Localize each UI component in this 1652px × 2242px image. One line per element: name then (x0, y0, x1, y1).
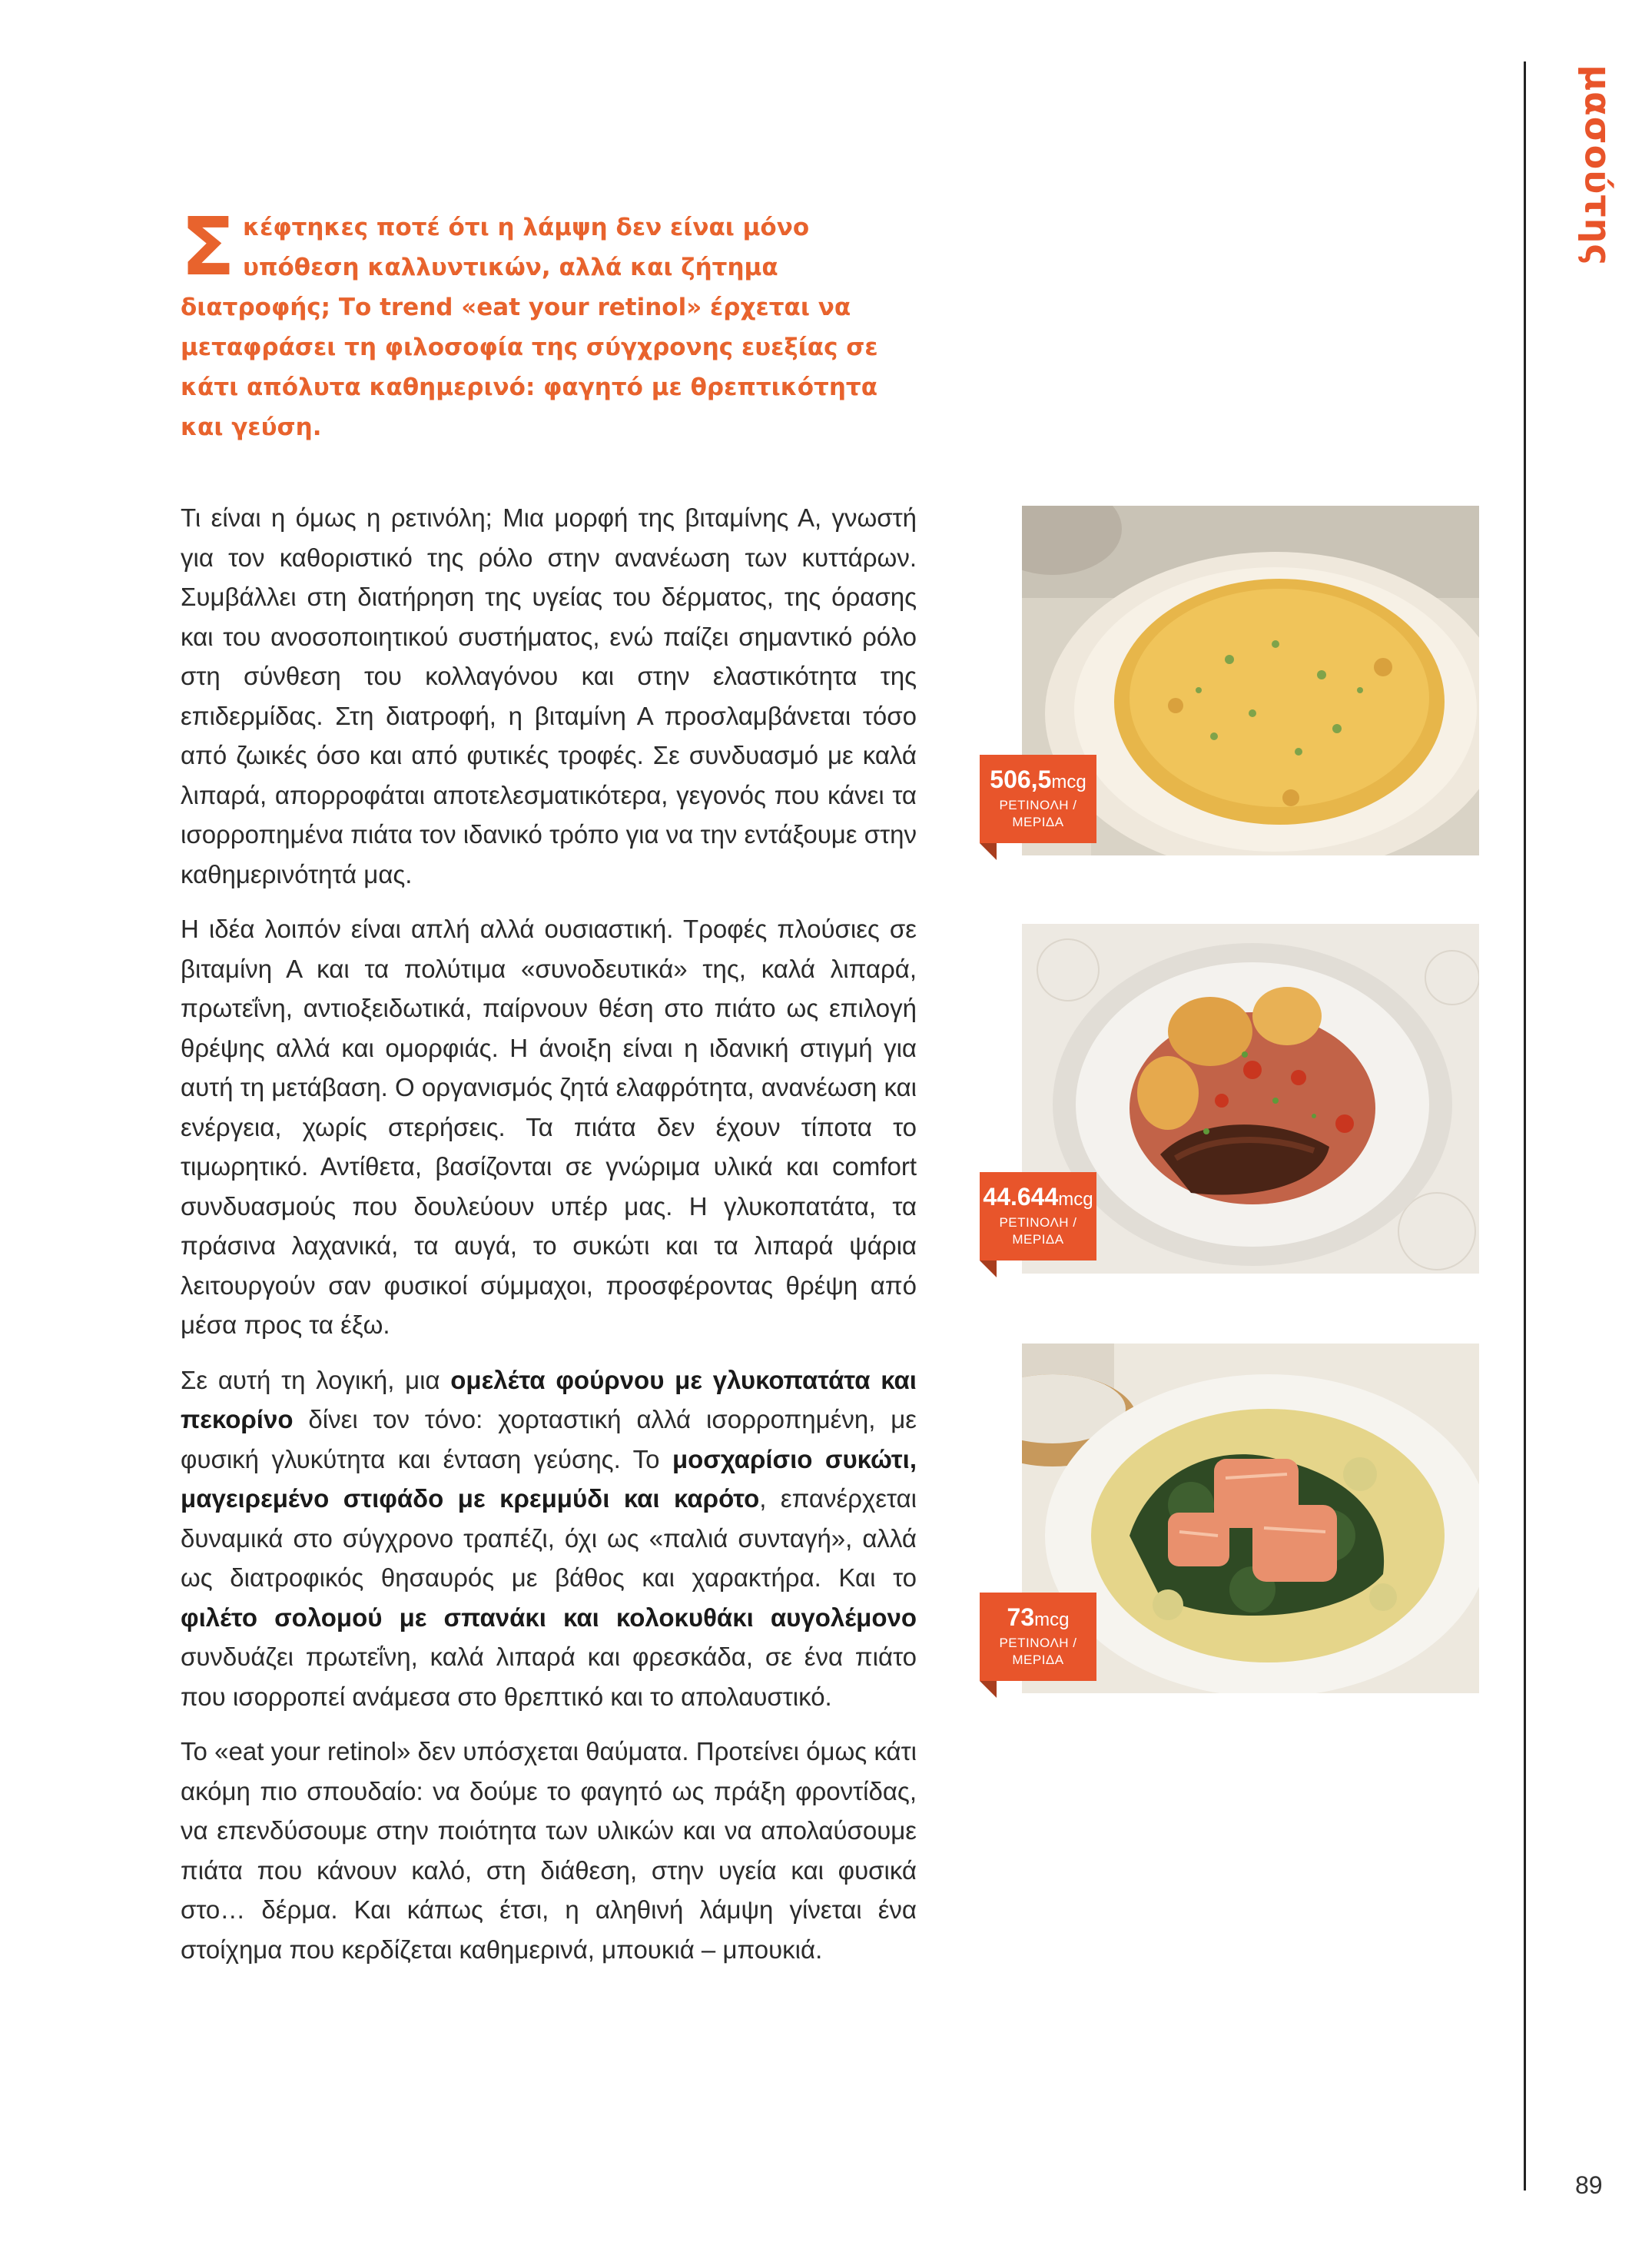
badge-fold-2 (980, 1261, 997, 1277)
vertical-divider (1524, 61, 1526, 2191)
retinol-badge-3: 73mcg ΡΕΤΙΝΟΛΗ / ΜΕΡΙΔΑ (980, 1593, 1096, 1681)
body-paragraph-4: Το «eat your retinol» δεν υπόσχεται θαύματα. Προτείνει όμως κάτι ακόμη πιο σπουδαίο: να δούμε το φαγητό ως πράξη φροντίδας, να επενδύσουμε στην ποιότητα των υλικών και να απολαύσουμε πιάτα που κάνουν καλό, στη διάθεση, στην υγεία και φυσικά στο… δέρμα. Και κάπως έτσι, η αληθινή λάμψη γίνεται ένα στοίχημα που κερδίζεται καθημερινά, μπουκιά – μπουκιά. (181, 1737, 917, 1964)
retinol-badge-2: 44.644mcg ΡΕΤΙΝΟΛΗ / ΜΕΡΙΔΑ (980, 1172, 1096, 1261)
dish-liver: μοσχαρίσιο συκώτι, μαγειρεμένο στιφάδο με κρεμμύδι και καρότο (181, 1444, 917, 1513)
retinol-badge-1: 506,5mcg ΡΕΤΙΝΟΛΗ / ΜΕΡΙΔΑ (980, 755, 1096, 843)
badge-fold-3 (980, 1681, 997, 1698)
body-paragraph-2: Η ιδέα λοιπόν είναι απλή αλλά ουσιαστική. Τροφές πλούσιες σε βιταμίνη Α και τα πολύτιμα «συνοδευτικά» της, καλά λιπαρά, πρωτεΐνη, αντιοξειδωτικά, παίρνουν θέση στο πιάτο ως επιλογή θρέψης αλλά και ομορφιάς. Η άνοιξη είναι η ιδανική στιγμή για αυτή τη μετάβαση. Ο οργανισμός ζητά ελαφρότητα, ανανέωση και ενέργεια, χωρίς στερήσεις. Τα πιάτα δεν έχουν τίποτα το τιμωρητικό. Αντίθετα, βασίζονται σε γνώριμα υλικά και comfort συνδυασμούς που δουλεύουν υπέρ μας. Η γλυκοπατάτα, τα πράσινα λαχανικά, τα αυγά, το συκώτι και τα λιπαρά ψάρια λειτουργούν σαν φυσικοί σύμμαχοι, προσφέροντας θρέψη από μέσα προς τα έξω. (181, 915, 917, 1339)
article-body (181, 498, 917, 1985)
lead-text: κέφτηκες ποτέ ότι η λάμψη δεν είναι μόνο υπόθεση καλλυντικών, αλλά και ζήτημα διατροφής; Το trend «eat your retinol» έρχεται να μεταφράσει τη φιλοσοφία της σύγχρονης ευεξίας σε κάτι απόλυτα καθημερινό: φαγητό με θρεπτικότητα και γεύση. (181, 214, 878, 441)
body-paragraph-3: Σε αυτή τη λογική, μια ομελέτα φούρνου με γλυκοπατάτα και πεκορίνο δίνει τον τόνο: χορταστική αλλά ισορροπημένη, με φυσική γλυκύτητα και ένταση γεύσης. Το μοσχαρίσιο συκώτι, μαγειρεμένο στιφάδο με κρεμμύδι και καρότο, επανέρχεται δυναμικά στο σύγχρονο τραπέζι, όχι ως «παλιά συνταγή», αλλά ως διατροφικός θησαυρός με βάθος και χαρακτήρα. Και το φιλέτο σολομού με σπανάκι και κολοκυθάκι αυγολέμονο συνδυάζει πρωτεΐνη, καλά λιπαρά και φρεσκάδα, σε ένα πιάτο που ισορροπεί ανάμεσα στο θρεπτικό και το απολαυστικό. (181, 1365, 917, 1711)
body-paragraph-1: Τι είναι η όμως η ρετινόλη; Μια μορφή της βιταμίνης Α, γνωστή για τον καθοριστικό της ρόλο στην ανανέωση των κυττάρων. Συμβάλλει στη διατήρηση της υγείας του δέρματος, της όρασης και του ανοσοποιητικού συστήματος, ενώ παίζει σημαντικό ρόλο στη σύνθεση του κολλαγόνου και στην ελαστικότητα της επιδερμίδας. Στη διατροφή, η βιταμίνη Α προσλαμβάνεται τόσο από ζωικές όσο και από φυτικές τροφές. Σε συνδυασμό με καλά λιπαρά, απορροφάται αποτελεσματικότερα, γεγονός που κάνει τα ισορροπημένα πιάτα τον ιδανικό τρόπο για να την εντάξουμε στην καθημερινότητά μας. (181, 503, 917, 888)
page-number: 89 (1575, 2171, 1603, 2199)
brand-logo: μασούτης (1577, 65, 1620, 266)
dish-salmon: φιλέτο σολομού με σπανάκι και κολοκυθάκι αυγολέμονο (181, 1603, 917, 1632)
dish-omelette: ομελέτα φούρνου με γλυκοπατάτα και πεκορίνο (181, 1365, 917, 1433)
badge-fold-1 (980, 843, 997, 860)
drop-cap: Σ (181, 200, 236, 294)
lead-paragraph (181, 200, 918, 447)
